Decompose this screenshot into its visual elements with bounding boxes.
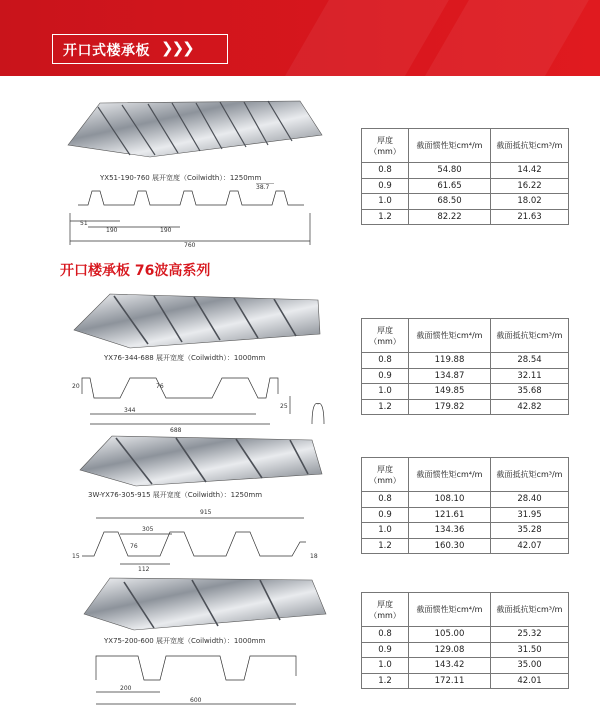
sheet-photo-1 <box>60 95 330 175</box>
table-cell: 35.00 <box>491 658 569 674</box>
page-title: 开口式楼承板 <box>63 43 150 59</box>
dim-label: 20 <box>72 383 80 390</box>
table-cell: 25.32 <box>491 627 569 643</box>
dim-label: 18 <box>310 553 318 560</box>
table-cell: 31.50 <box>491 642 569 658</box>
table-row <box>362 384 569 400</box>
table-cell: 0.8 <box>362 492 409 508</box>
table-cell: 21.63 <box>491 209 569 225</box>
th-thickness: 厚度（mm） <box>362 129 409 163</box>
table-cell: 35.28 <box>491 523 569 539</box>
profile-drawing-4 <box>60 648 350 710</box>
product-caption: YX75-200-600 展开宽度（Coilwidth）：1000mm <box>104 637 266 645</box>
table-cell: 厚度（mm） <box>362 593 409 627</box>
table-cell: 18.02 <box>491 194 569 210</box>
table-cell: 28.40 <box>491 492 569 508</box>
table-cell: 129.08 <box>409 642 491 658</box>
table-cell: 0.8 <box>362 627 409 643</box>
table-row <box>362 538 569 554</box>
table-cell: 0.9 <box>362 507 409 523</box>
chevron-right-icon: ❯❯❯ <box>161 39 193 57</box>
table-cell: 28.54 <box>491 353 569 369</box>
table-cell: 179.82 <box>409 399 491 415</box>
dim-label: 305 <box>142 526 154 533</box>
table-row <box>362 642 569 658</box>
table-row <box>362 507 569 523</box>
table-row <box>362 209 569 225</box>
table-row <box>362 523 569 539</box>
dim-label: 200 <box>120 685 132 692</box>
table-cell: 35.68 <box>491 384 569 400</box>
table-cell: 31.95 <box>491 507 569 523</box>
table-cell: 0.8 <box>362 353 409 369</box>
table-row <box>362 178 569 194</box>
table-cell: 82.22 <box>409 209 491 225</box>
table-cell: 1.2 <box>362 209 409 225</box>
profile-drawing-2 <box>60 364 350 436</box>
spec-table-2 <box>361 318 569 415</box>
table-cell: 61.65 <box>409 178 491 194</box>
dim-label: 190 <box>160 227 172 234</box>
section-title: 开口楼承板 76波高系列 <box>60 263 211 279</box>
product-caption: 3W-YX76-305-915 展开宽度（Coilwidth）：1250mm <box>88 491 263 499</box>
dim-label: 15 <box>72 553 80 560</box>
product-panel-3 <box>60 432 350 572</box>
table-cell: 42.82 <box>491 399 569 415</box>
dim-label: 51 <box>80 220 88 227</box>
profile-drawing-1 <box>60 183 330 253</box>
spec-table-3 <box>361 457 569 554</box>
table-cell: 134.36 <box>409 523 491 539</box>
sheet-photo-3 <box>76 432 336 488</box>
dim-label: 25 <box>280 403 288 410</box>
table-cell: 0.9 <box>362 368 409 384</box>
dim-label: 600 <box>190 697 202 704</box>
table-cell: 1.2 <box>362 673 409 689</box>
profile-drawing-3 <box>60 504 350 574</box>
table-row <box>362 194 569 210</box>
table-cell: 1.0 <box>362 384 409 400</box>
table-row <box>362 627 569 643</box>
title-box <box>52 34 228 64</box>
table-cell: 截面抵抗矩cm³/m <box>491 593 569 627</box>
th-inertia: 截面惯性矩cm⁴/m <box>409 129 491 163</box>
table-cell: 0.9 <box>362 642 409 658</box>
table-cell: 16.22 <box>491 178 569 194</box>
table-row <box>362 673 569 689</box>
product-panel-1 <box>60 95 330 255</box>
table-row <box>362 353 569 369</box>
sheet-photo-4 <box>80 574 340 632</box>
table-cell: 42.01 <box>491 673 569 689</box>
table-cell: 厚度（mm） <box>362 319 409 353</box>
sheet-photo-2 <box>70 290 330 352</box>
dim-label: 38.7 <box>256 184 270 191</box>
table-cell: 42.07 <box>491 538 569 554</box>
table-cell: 32.11 <box>491 368 569 384</box>
table-cell: 14.42 <box>491 163 569 179</box>
table-cell: 0.8 <box>362 163 409 179</box>
dim-label: 915 <box>200 509 212 516</box>
table-cell: 截面惯性矩cm⁴/m <box>409 319 491 353</box>
table-cell: 1.0 <box>362 194 409 210</box>
table-cell: 105.00 <box>409 627 491 643</box>
dim-label: 190 <box>106 227 118 234</box>
table-row <box>362 399 569 415</box>
product-caption: YX51-190-760 展开宽度（Coilwidth）：1250mm <box>100 174 262 182</box>
table-cell: 1.0 <box>362 523 409 539</box>
table-cell: 121.61 <box>409 507 491 523</box>
table-cell: 0.9 <box>362 178 409 194</box>
table-row <box>362 368 569 384</box>
table-cell: 1.0 <box>362 658 409 674</box>
product-caption: YX76-344-688 展开宽度（Coilwidth）：1000mm <box>104 354 266 362</box>
table-cell: 134.87 <box>409 368 491 384</box>
table-cell: 143.42 <box>409 658 491 674</box>
table-cell: 截面惯性矩cm⁴/m <box>409 593 491 627</box>
table-cell: 54.80 <box>409 163 491 179</box>
table-cell: 119.88 <box>409 353 491 369</box>
table-cell: 截面抵抗矩cm³/m <box>491 458 569 492</box>
dim-label: 76 <box>130 543 138 550</box>
header-banner <box>0 0 600 76</box>
product-panel-2 <box>60 290 350 434</box>
table-cell: 截面惯性矩cm⁴/m <box>409 458 491 492</box>
table-cell: 172.11 <box>409 673 491 689</box>
spec-table-1 <box>361 128 569 225</box>
dim-label: 344 <box>124 407 136 414</box>
table-cell: 68.50 <box>409 194 491 210</box>
table-row <box>362 163 569 179</box>
table-cell: 108.10 <box>409 492 491 508</box>
dim-label: 688 <box>170 427 182 434</box>
table-cell: 160.30 <box>409 538 491 554</box>
dim-label: 112 <box>138 566 150 573</box>
table-cell: 截面抵抗矩cm³/m <box>491 319 569 353</box>
dim-label: 76 <box>156 383 164 390</box>
table-row <box>362 658 569 674</box>
product-panel-4 <box>60 574 350 710</box>
dim-label: 760 <box>184 242 196 249</box>
table-cell: 1.2 <box>362 399 409 415</box>
table-cell: 1.2 <box>362 538 409 554</box>
table-row <box>362 492 569 508</box>
spec-table-4 <box>361 592 569 689</box>
th-resist: 截面抵抗矩cm³/m <box>491 129 569 163</box>
table-cell: 149.85 <box>409 384 491 400</box>
table-cell: 厚度（mm） <box>362 458 409 492</box>
